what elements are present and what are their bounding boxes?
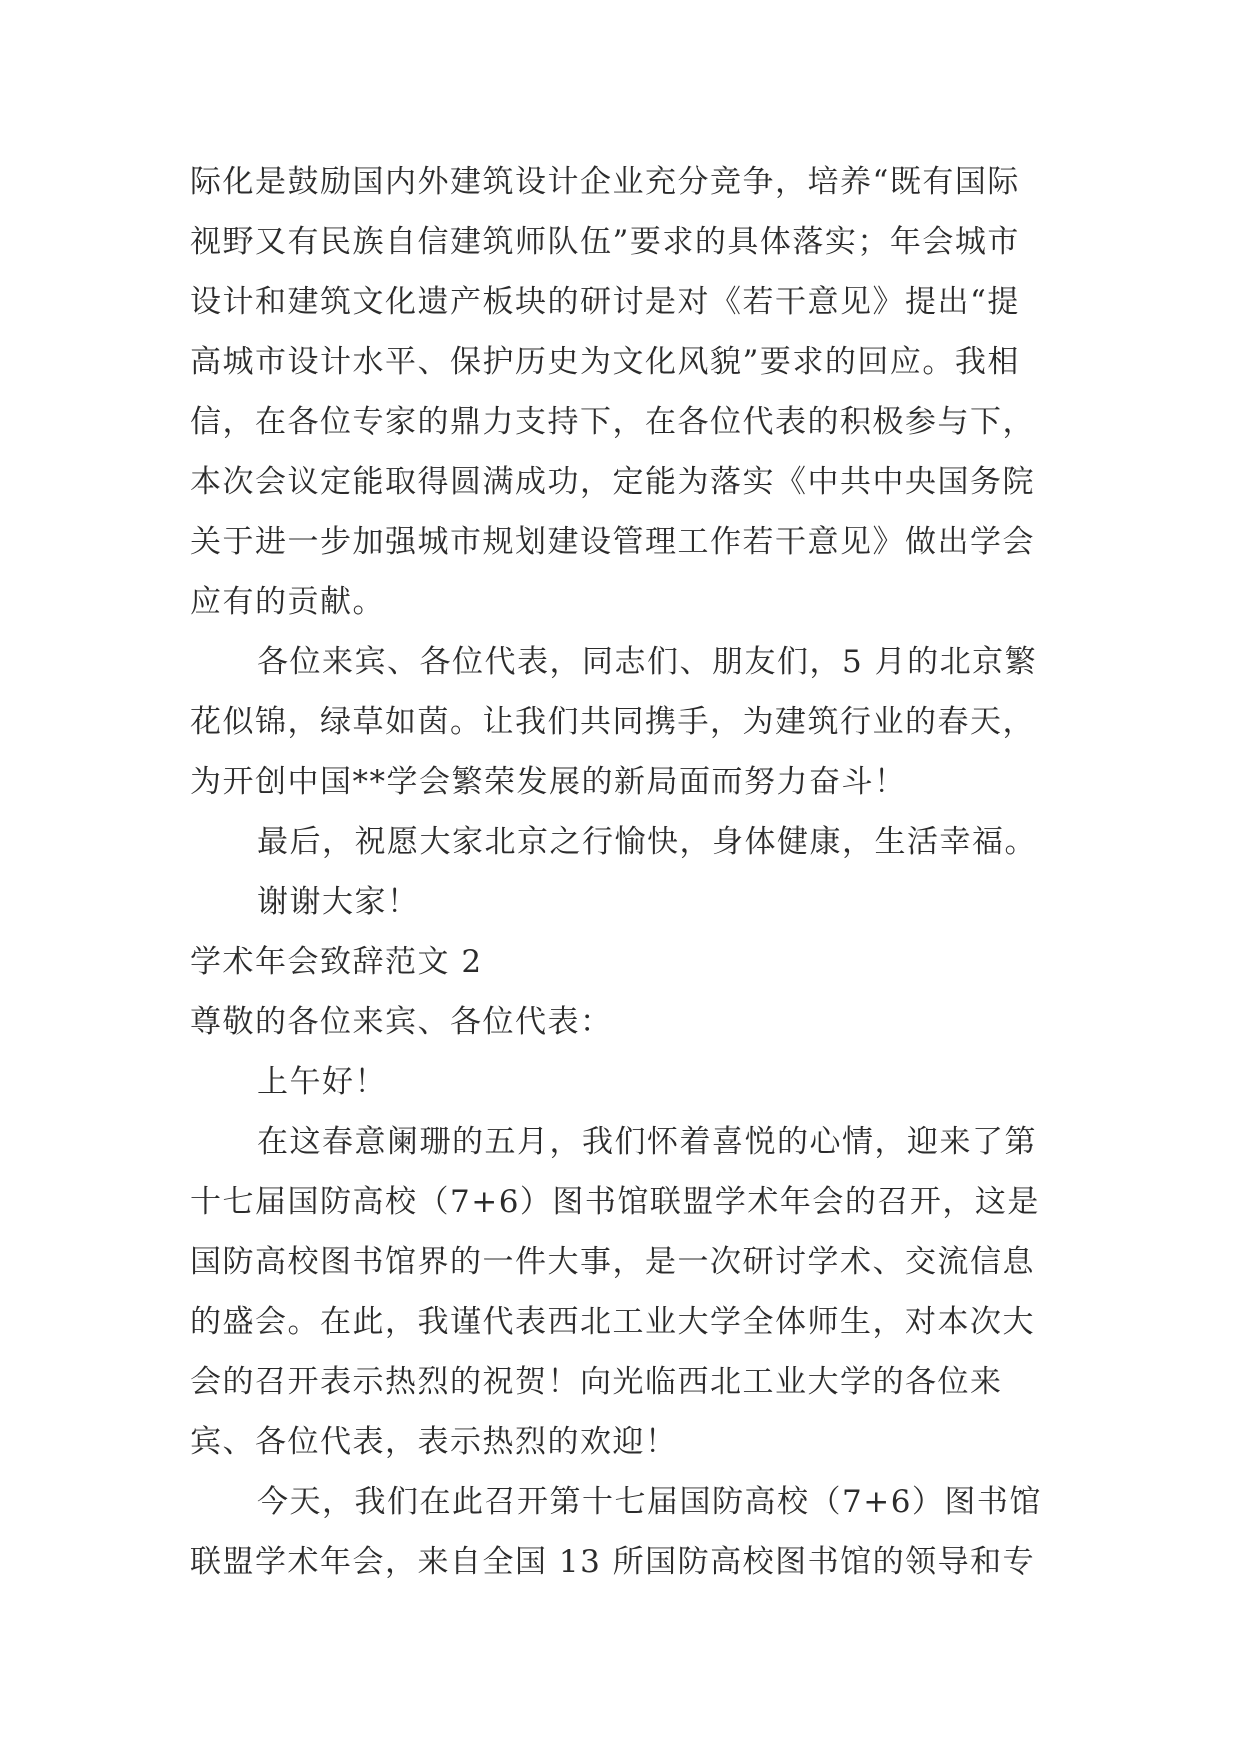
text-line: 各位来宾、各位代表，同志们、朋友们，5 月的北京繁	[257, 644, 1038, 680]
text-line: 十七届国防高校（7+6）图书馆联盟学术年会的召开，这是	[190, 1184, 1040, 1220]
text-line: 关于进一步加强城市规划建设管理工作若干意见》做出学会	[190, 524, 1035, 560]
text-line: 学术年会致辞范文 2	[190, 944, 483, 980]
text-line: 上午好！	[257, 1064, 387, 1100]
text-line: 今天，我们在此召开第十七届国防高校（7+6）图书馆	[257, 1484, 1042, 1520]
document-body	[190, 152, 1050, 1592]
text-line: 联盟学术年会，来自全国 13 所国防高校图书馆的领导和专	[190, 1544, 1036, 1580]
text-line: 视野又有民族自信建筑师队伍”要求的具体落实；年会城市	[190, 224, 1020, 260]
text-line: 国防高校图书馆界的一件大事，是一次研讨学术、交流信息	[190, 1244, 1035, 1280]
text-line: 在这春意阑珊的五月，我们怀着喜悦的心情，迎来了第	[257, 1124, 1037, 1160]
text-line: 设计和建筑文化遗产板块的研讨是对《若干意见》提出“提	[190, 284, 1020, 320]
text-line: 会的召开表示热烈的祝贺！向光临西北工业大学的各位来	[190, 1364, 1003, 1400]
text-line: 际化是鼓励国内外建筑设计企业充分竞争，培养“既有国际	[190, 164, 1020, 200]
text-line: 最后，祝愿大家北京之行愉快，身体健康，生活幸福。	[257, 824, 1037, 860]
text-line: 的盛会。在此，我谨代表西北工业大学全体师生，对本次大	[190, 1304, 1035, 1340]
text-line: 花似锦，绿草如茵。让我们共同携手，为建筑行业的春天，	[190, 704, 1035, 740]
text-line: 本次会议定能取得圆满成功，定能为落实《中共中央国务院	[190, 464, 1035, 500]
text-line: 宾、各位代表，表示热烈的欢迎！	[190, 1424, 678, 1460]
text-line: 信，在各位专家的鼎力支持下，在各位代表的积极参与下，	[190, 404, 1035, 440]
text-line: 谢谢大家！	[257, 884, 420, 920]
text-line: 为开创中国**学会繁荣发展的新局面而努力奋斗！	[190, 764, 907, 800]
text-line: 尊敬的各位来宾、各位代表：	[190, 1004, 613, 1040]
text-line: 应有的贡献。	[190, 584, 385, 620]
text-line: 高城市设计水平、保护历史为文化风貌”要求的回应。我相	[190, 344, 1020, 380]
